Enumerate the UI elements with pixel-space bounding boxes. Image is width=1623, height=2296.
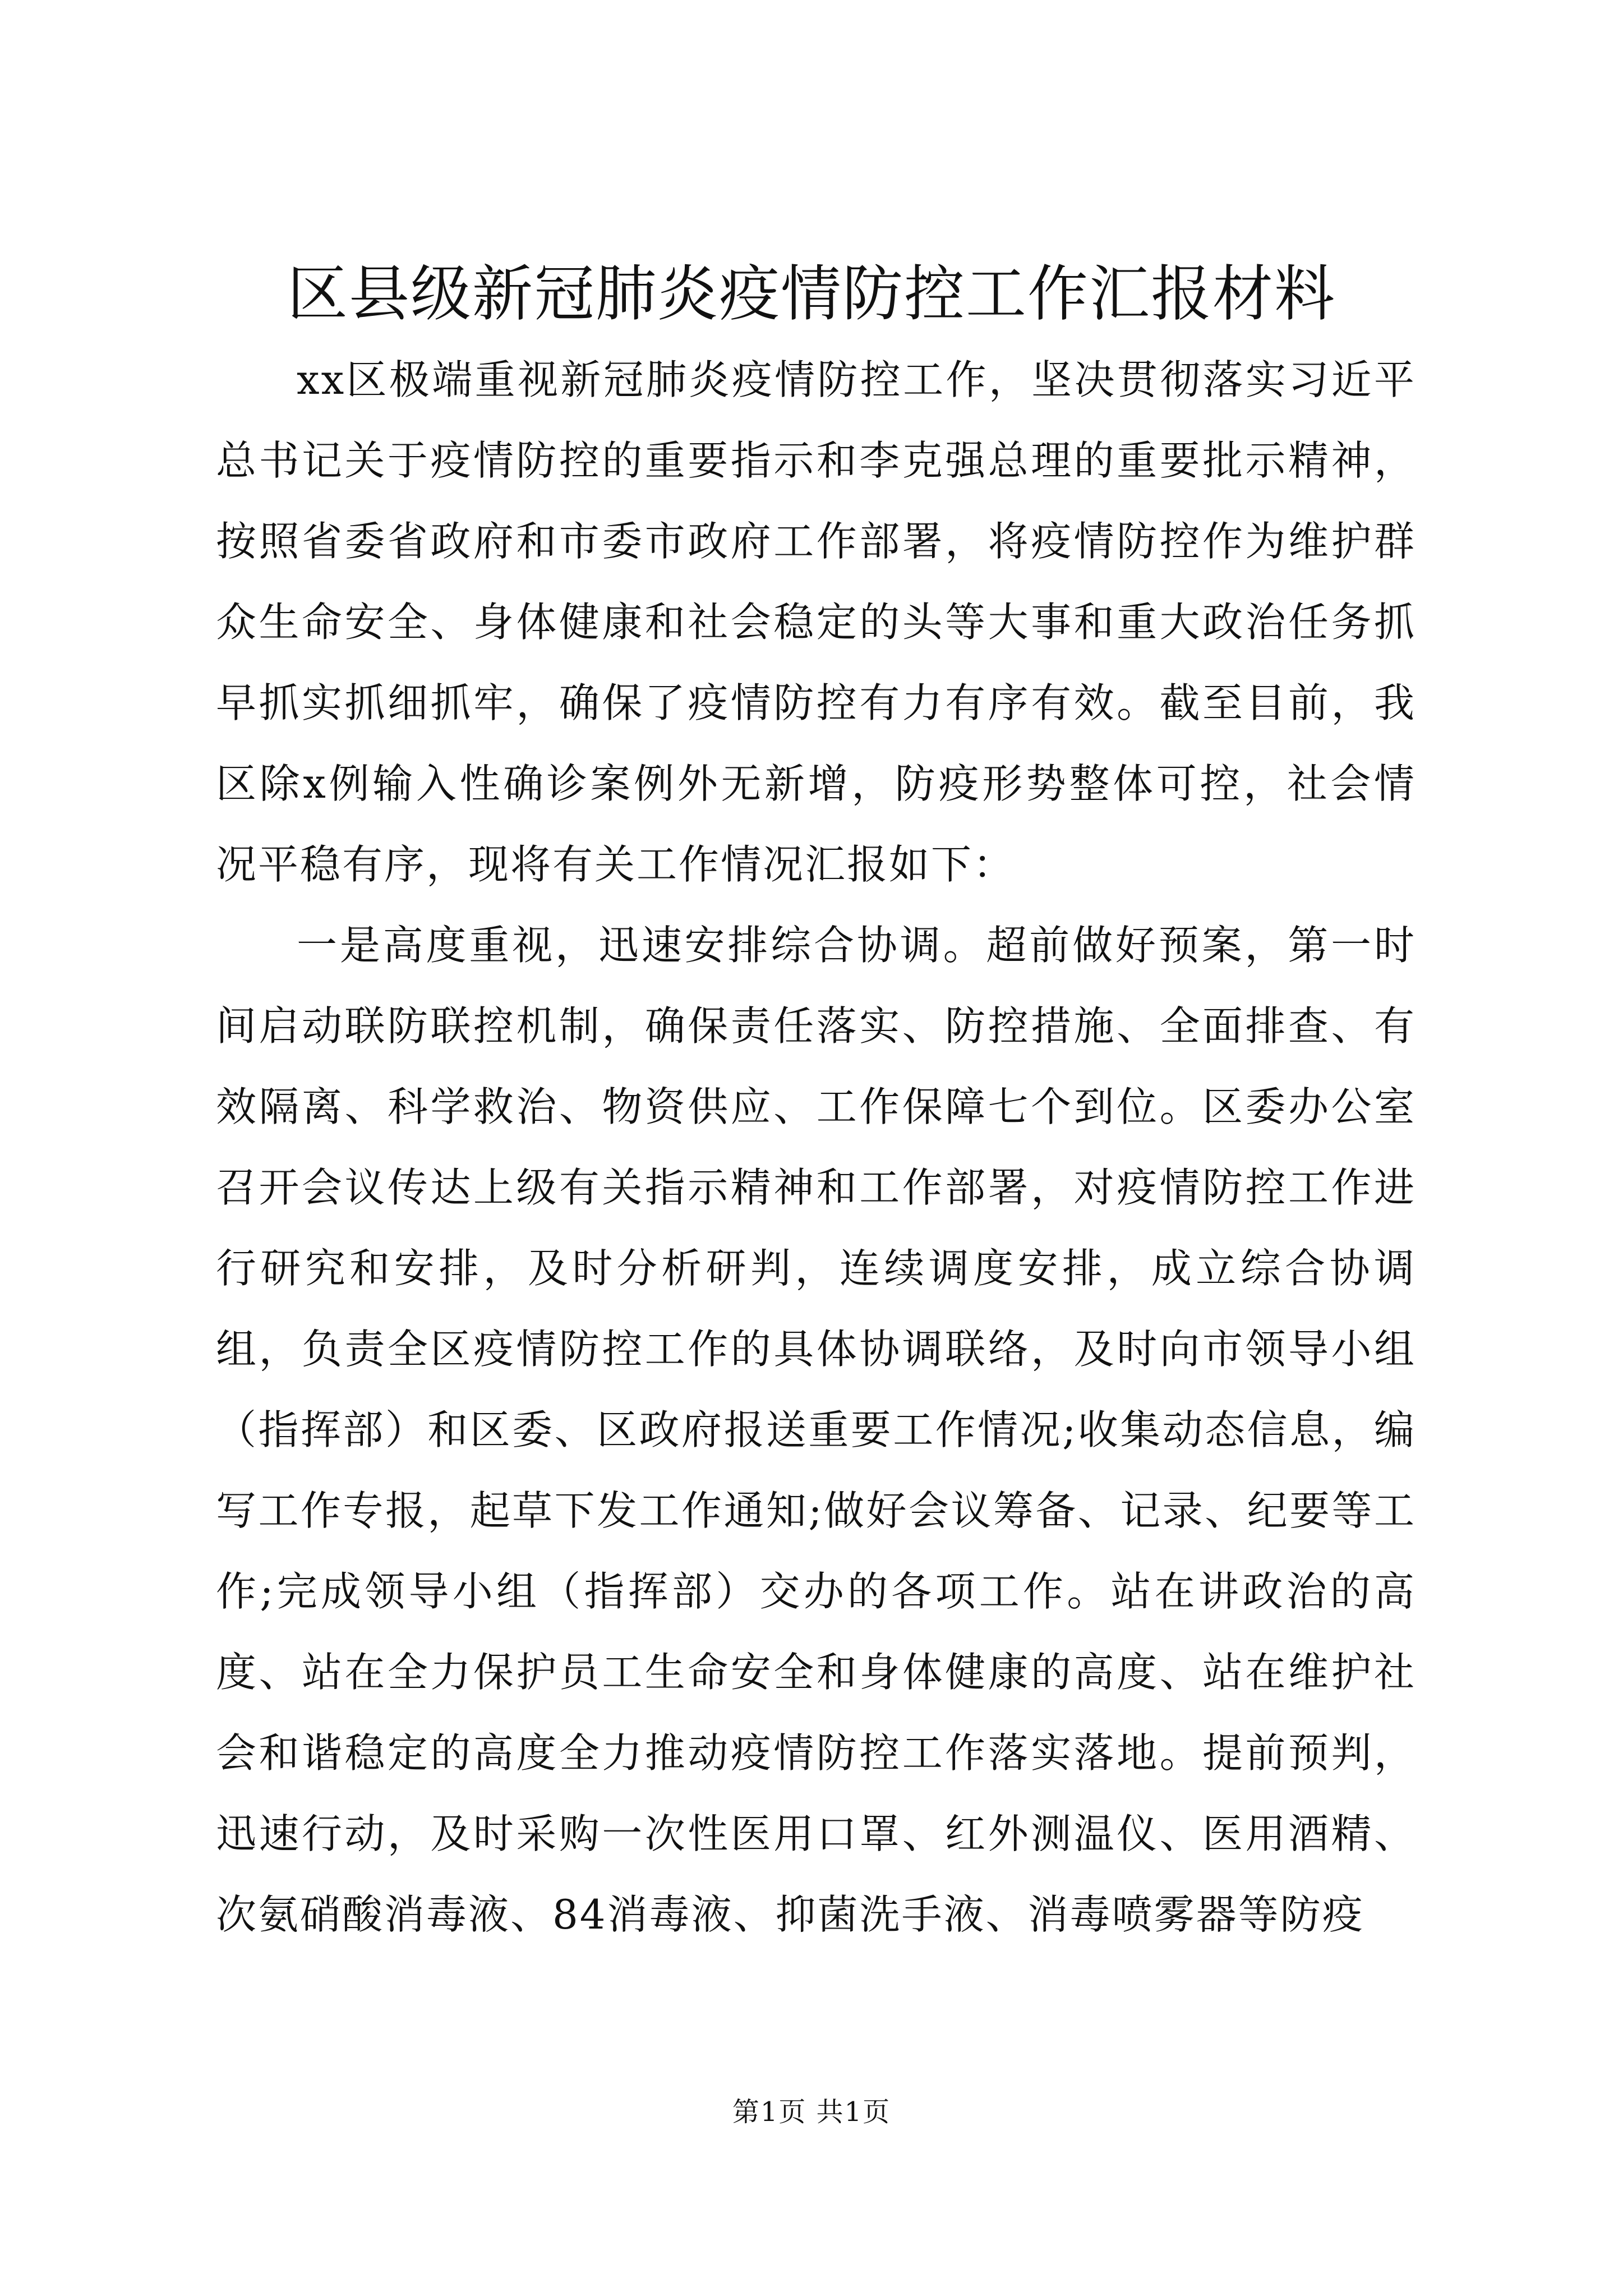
document-body: [216, 339, 1416, 1955]
page-footer: [0, 2095, 1623, 2129]
page-number-label: 第1页 共1页: [732, 2096, 891, 2128]
paragraph-intro: xx区极端重视新冠肺炎疫情防控工作，坚决贯彻落实习近平总书记关于疫情防控的重要指示和李克强总理的重要批示精神，按照省委省政府和市委市政府工作部署，将疫情防控作为维护群众生命安全、身体健康和社会稳定的头等大事和重大政治任务抓早抓实抓细抓牢，确保了疫情防控有力有序有效。截至目前，我区除x例输入性确诊案例外无新增，防疫形势整体可控，社会情况平稳有序，现将有关工作情况汇报如下：: [216, 356, 1416, 888]
paragraph-point-one: 一是高度重视，迅速安排综合协调。超前做好预案，第一时间启动联防联控机制，确保责任落实、防控措施、全面排查、有效隔离、科学救治、物资供应、工作保障七个到位。区委办公室召开会议传达上级有关指示精神和工作部署，对疫情防控工作进行研究和安排，及时分析研判，连续调度安排，成立综合协调组，负责全区疫情防控工作的具体协调联络，及时向市领导小组（指挥部）和区委、区政府报送重要工作情况;收集动态信息，编写工作专报，起草下发工作通知;做好会议筹备、记录、纪要等工作;完成领导小组（指挥部）交办的各项工作。站在讲政治的高度、站在全力保护员工生命安全和身体健康的高度、站在维护社会和谐稳定的高度全力推动疫情防控工作落实落地。提前预判，迅速行动，及时采购一次性医用口罩、红外测温仪、医用酒精、次氨硝酸消毒液、84消毒液、抑菌洗手液、消毒喷雾器等防疫: [216, 922, 1416, 1938]
document-title: 区县级新冠肺炎疫情防控工作汇报材料: [287, 259, 1336, 329]
